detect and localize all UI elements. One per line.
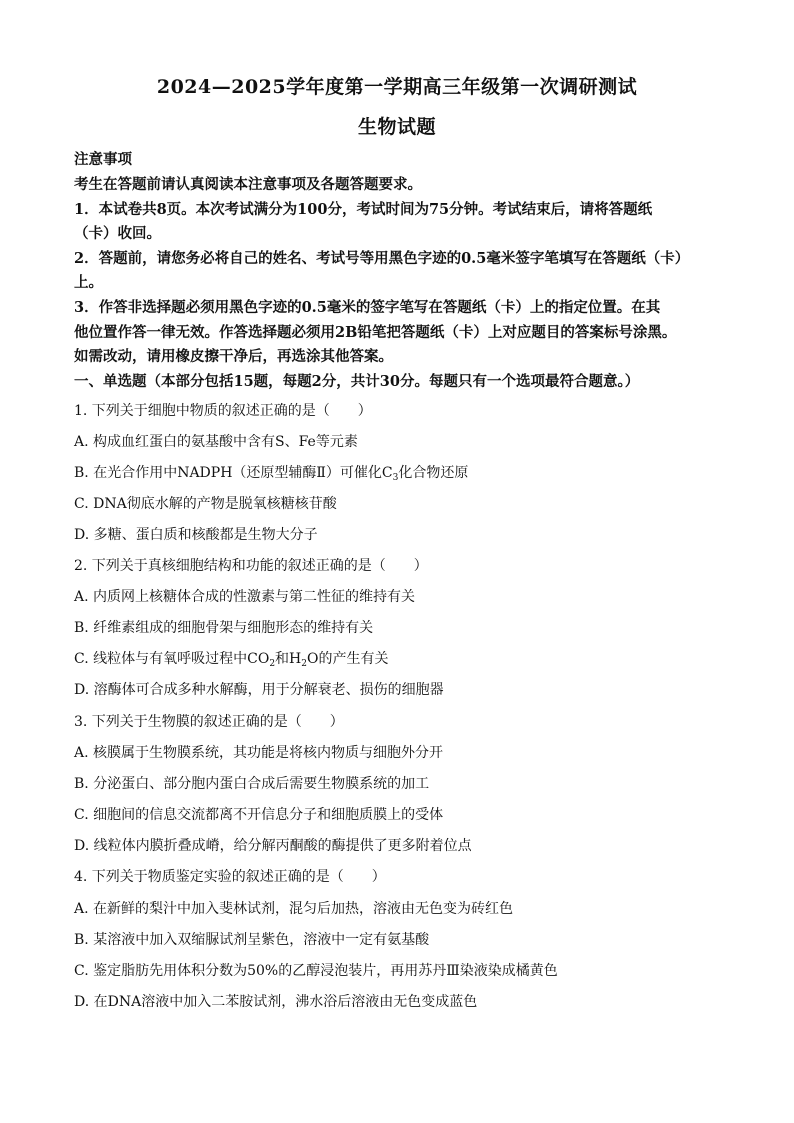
question-2-option-c: C. 线粒体与有氧呼吸过程中$CO_2$和$H_2O$的产生有关 — [74, 651, 389, 669]
question-3-option-a: A. 核膜属于生物膜系统，其功能是将核内物质与细胞外分开 — [74, 745, 444, 761]
question-2-option-a: A. 内质网上核糖体合成的性激素与第二性征的维持有关 — [74, 589, 416, 605]
question-4-stem: 4. 下列关于物质鉴定实验的叙述正确的是（ ） — [74, 869, 386, 885]
notice-item-3: 3．作答非选择题必须用黑色字迹的0.5毫米的签字笔写在答题纸（卡）上的指定位置。在其 — [74, 299, 661, 316]
question-4-option-d: D. 在DNA溶液中加入二苯胺试剂，沸水浴后溶液由无色变成蓝色 — [74, 994, 478, 1010]
section-heading: 一、单选题（本部分包括15题，每题2分，共计30分。每题只有一个选项最符合题意。） — [74, 373, 640, 390]
notice-item-1: 1．本试卷共8页。本次考试满分为100分，考试时间为75分钟。考试结束后，请将答题纸 — [74, 201, 653, 218]
notice-item-2: 2．答题前，请您务必将自己的姓名、考试号等用黑色字迹的0.5毫米签字笔填写在答题纸（卡） — [74, 250, 690, 267]
subject-title: 生物试题 — [357, 116, 436, 138]
question-4-option-a: A. 在新鲜的梨汁中加入斐林试剂，混匀后加热，溶液由无色变为砖红色 — [74, 901, 514, 917]
notice-item-1-cont: （卡）收回。 — [74, 225, 161, 242]
question-3-option-d: D. 线粒体内膜折叠成嵴，给分解丙酮酸的酶提供了更多附着位点 — [74, 838, 472, 854]
question-1-stem: 1. 下列关于细胞中物质的叙述正确的是（ ） — [74, 403, 372, 419]
notice-intro: 考生在答题前请认真阅读本注意事项及各题答题要求。 — [74, 176, 422, 193]
question-3-stem: 3. 下列关于生物膜的叙述正确的是（ ） — [74, 714, 344, 730]
question-2-option-b: B. 纤维素组成的细胞骨架与细胞形态的维持有关 — [74, 620, 374, 636]
question-2-stem: 2. 下列关于真核细胞结构和功能的叙述正确的是（ ） — [74, 558, 428, 574]
question-3-option-b: B. 分泌蛋白、部分胞内蛋白合成后需要生物膜系统的加工 — [74, 776, 430, 792]
question-1-option-b: B. 在光合作用中NADPH（还原型辅酶Ⅱ）可催化$C_3$化合物还原 — [74, 465, 469, 483]
question-4-option-b: B. 某溶液中加入双缩脲试剂呈紫色，溶液中一定有氨基酸 — [74, 932, 430, 948]
question-1-option-a: A. 构成血红蛋白的氨基酸中含有S、Fe等元素 — [74, 434, 358, 450]
notice-item-2-cont: 上。 — [74, 274, 103, 291]
question-1-option-c: C. DNA彻底水解的产物是脱氧核糖核苷酸 — [74, 496, 337, 512]
question-2-option-d: D. 溶酶体可合成多种水解酶，用于分解衰老、损伤的细胞器 — [74, 682, 444, 698]
notice-heading: 注意事项 — [74, 151, 132, 168]
question-1-option-d: D. 多糖、蛋白质和核酸都是生物大分子 — [74, 527, 318, 543]
exam-title: 2024—2025学年度第一学期高三年级第一次调研测试 — [156, 76, 638, 98]
question-4-option-c: C. 鉴定脂肪先用体积分数为50%的乙醇浸泡装片，再用苏丹Ⅲ染液染成橘黄色 — [74, 963, 558, 979]
notice-item-3-cont: 他位置作答一律无效。作答选择题必须用2B铅笔把答题纸（卡）上对应题目的答案标号涂黑。 — [74, 324, 677, 341]
question-3-option-c: C. 细胞间的信息交流都离不开信息分子和细胞质膜上的受体 — [74, 807, 444, 823]
notice-item-3-cont2: 如需改动，请用橡皮擦干净后，再选涂其他答案。 — [74, 348, 393, 365]
